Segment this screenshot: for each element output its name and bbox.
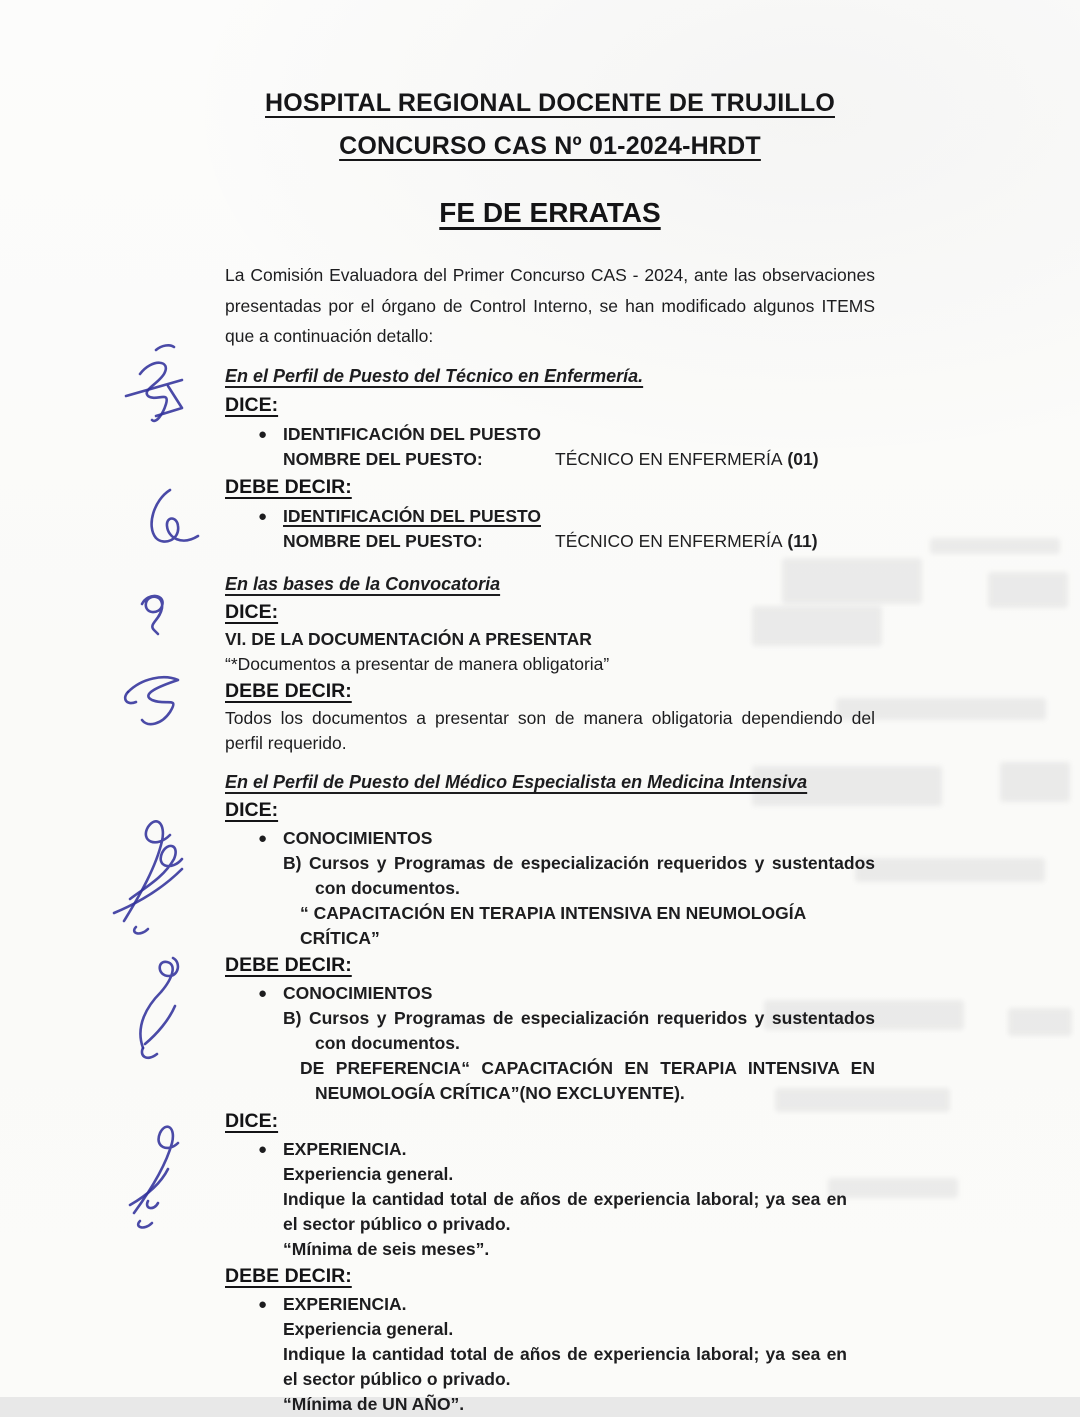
bleedthrough-artifact bbox=[1008, 1008, 1072, 1036]
experiencia-label: EXPERIENCIA. bbox=[283, 1293, 407, 1314]
debe-decir-label: DEBE DECIR: bbox=[225, 475, 352, 498]
bullet-icon: ● bbox=[258, 829, 268, 847]
experiencia-general: Experiencia general. bbox=[283, 1163, 454, 1184]
nombre-label: NOMBRE DEL PUESTO: bbox=[283, 448, 483, 469]
section-heading-bases: En las bases de la Convocatoria bbox=[225, 573, 501, 594]
handwritten-signature-3 bbox=[118, 582, 178, 642]
bullet-icon: ● bbox=[258, 507, 268, 525]
debe-decir-text: Todos los documentos a presentar son de manera obligatoria dependiendo del perfil requerido. bbox=[225, 707, 875, 753]
nombre-label: NOMBRE DEL PUESTO: bbox=[283, 530, 483, 551]
bleedthrough-artifact bbox=[930, 538, 1060, 554]
hospital-title: HOSPITAL REGIONAL DOCENTE DE TRUJILLO bbox=[265, 89, 835, 117]
experiencia-detalle: Indique la cantidad total de años de experiencia laboral; ya sea en el sector público o privado. bbox=[283, 1188, 847, 1234]
list-item bbox=[225, 1292, 875, 1317]
debe-decir-label: DEBE DECIR: bbox=[225, 953, 352, 976]
experiencia-label: EXPERIENCIA. bbox=[283, 1138, 407, 1159]
list-item bbox=[225, 981, 875, 1006]
minima-quote: “Mínima de UN AÑO”. bbox=[283, 1393, 465, 1414]
bleedthrough-artifact bbox=[988, 572, 1068, 608]
fe-de-erratas-heading: FE DE ERRATAS bbox=[439, 197, 661, 228]
nombre-puesto-row bbox=[225, 529, 875, 554]
debe-decir-label: DEBE DECIR: bbox=[225, 1264, 352, 1287]
capacitacion-quote: “ CAPACITACIÓN EN TERAPIA INTENSIVA EN NEUMOLOGÍA CRÍTICA” bbox=[300, 902, 806, 948]
section-heading-tecnico: En el Perfil de Puesto del Técnico en Enfermería. bbox=[225, 365, 644, 386]
handwritten-signature-1 bbox=[112, 338, 202, 453]
preferencia-quote: DE PREFERENCIA“ CAPACITACIÓN EN TERAPIA INTENSIVA EN NEUMOLOGÍA CRÍTICA”(NO EXCLUYENTE). bbox=[300, 1057, 875, 1103]
handwritten-signature-7 bbox=[108, 1105, 193, 1230]
identificacion-label-underlined: IDENTIFICACIÓN DEL PUESTO bbox=[283, 505, 541, 526]
list-item bbox=[225, 422, 875, 447]
bullet-icon: ● bbox=[258, 425, 268, 443]
handwritten-signature-4 bbox=[112, 662, 197, 742]
bullet-icon: ● bbox=[258, 1295, 268, 1313]
document-body bbox=[225, 88, 875, 1417]
list-item bbox=[225, 504, 875, 529]
concurso-title: CONCURSO CAS Nº 01-2024-HRDT bbox=[339, 132, 761, 160]
experiencia-general: Experiencia general. bbox=[283, 1318, 454, 1339]
handwritten-signature-6 bbox=[115, 948, 190, 1068]
nombre-puesto-row bbox=[225, 447, 875, 472]
debe-decir-label: DEBE DECIR: bbox=[225, 679, 352, 702]
intro-paragraph: La Comisión Evaluadora del Primer Concurso CAS - 2024, ante las observaciones presentadas por el órgano de Control Interno, se han modificado algunos ITEMS que a continuación detallo: bbox=[225, 265, 875, 346]
dice-label: DICE: bbox=[225, 600, 279, 623]
bleedthrough-artifact bbox=[855, 858, 1045, 882]
documentos-quote: “*Documentos a presentar de manera obligatoria” bbox=[225, 653, 610, 674]
dice-label: DICE: bbox=[225, 1109, 279, 1132]
bullet-icon: ● bbox=[258, 1140, 268, 1158]
identificacion-label: IDENTIFICACIÓN DEL PUESTO bbox=[283, 423, 541, 444]
list-item bbox=[225, 1137, 875, 1162]
conocimientos-label: CONOCIMIENTOS bbox=[283, 827, 433, 848]
conocimientos-label: CONOCIMIENTOS bbox=[283, 982, 433, 1003]
minima-quote: “Mínima de seis meses”. bbox=[283, 1238, 490, 1259]
puesto-value: TÉCNICO EN ENFERMERÍA (01) bbox=[555, 448, 819, 469]
list-item bbox=[225, 826, 875, 851]
section-heading-medico: En el Perfil de Puesto del Médico Especialista en Medicina Intensiva bbox=[225, 771, 808, 792]
documentacion-heading: VI. DE LA DOCUMENTACIÓN A PRESENTAR bbox=[225, 628, 592, 649]
puesto-value: TÉCNICO EN ENFERMERÍA (11) bbox=[555, 530, 818, 551]
cursos-text: B) Cursos y Programas de especialización requeridos y sustentados con documentos. bbox=[283, 852, 875, 898]
dice-label: DICE: bbox=[225, 798, 279, 821]
cursos-text: B) Cursos y Programas de especialización requeridos y sustentados con documentos. bbox=[283, 1007, 875, 1053]
experiencia-detalle: Indique la cantidad total de años de experiencia laboral; ya sea en el sector público o privado. bbox=[283, 1343, 847, 1389]
bleedthrough-artifact bbox=[1000, 762, 1070, 802]
bullet-icon: ● bbox=[258, 984, 268, 1002]
dice-label: DICE: bbox=[225, 393, 279, 416]
handwritten-signature-2 bbox=[130, 480, 210, 560]
handwritten-signature-5 bbox=[100, 795, 195, 935]
